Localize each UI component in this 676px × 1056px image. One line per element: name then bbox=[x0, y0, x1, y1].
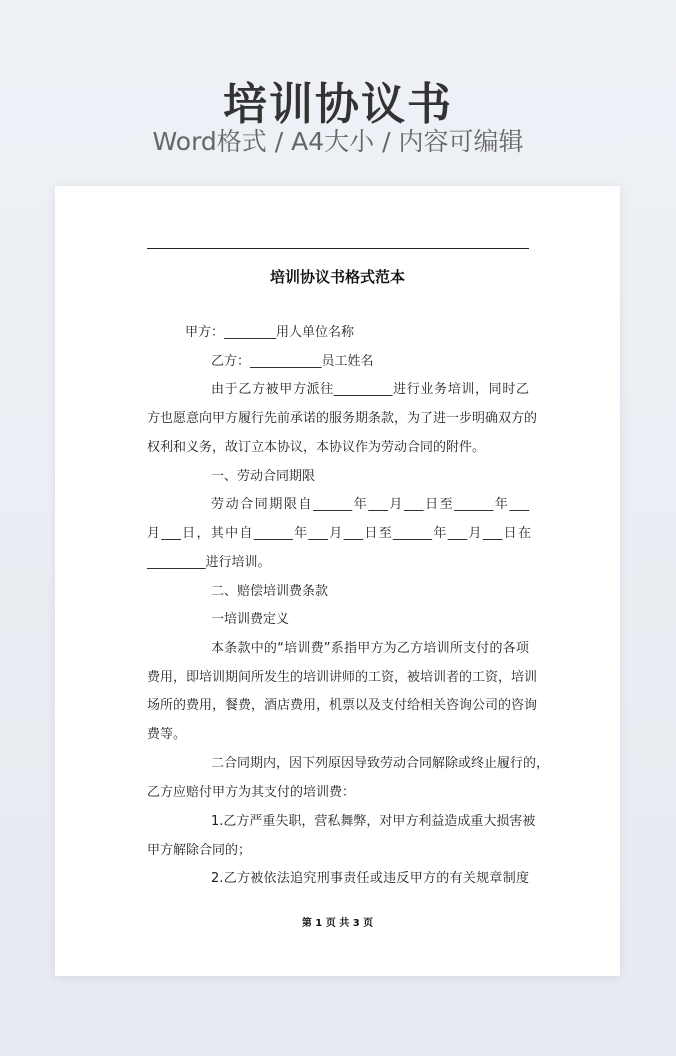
list-item: 1.乙方严重失职，营私舞弊，对甲方利益造成重大损害被 bbox=[211, 814, 536, 829]
banner-title: 培训协议书 bbox=[223, 79, 453, 130]
page-footer: 第 1 页 共 3 页 bbox=[301, 918, 374, 929]
paragraph-line: 费等。 bbox=[147, 727, 187, 742]
paragraph-line: 方也愿意向甲方履行先前承诺的服务期条款，为了进一步明确双方的 bbox=[147, 411, 538, 426]
paragraph-line: 二合同期内，因下列原因导致劳动合同解除或终止履行的， bbox=[211, 756, 550, 771]
paragraph-line: 场所的费用，餐费，酒店费用，机票以及支付给相关咨询公司的咨询 bbox=[147, 698, 538, 713]
subsection-heading: 一培训费定义 bbox=[211, 612, 290, 627]
section-heading: 二、赔偿培训费条款 bbox=[211, 584, 329, 599]
paragraph-line: 由于乙方被甲方派往_________进行业务培训，同时乙 bbox=[211, 382, 529, 397]
paragraph-line: _________进行培训。 bbox=[147, 555, 271, 570]
section-heading: 一、劳动合同期限 bbox=[211, 469, 316, 484]
list-item: 甲方解除合同的； bbox=[147, 843, 252, 858]
paragraph-line: 月___日，其中自______年___月___日至______年___月___日在 bbox=[147, 526, 531, 541]
party-b-line: 乙方：___________员工姓名 bbox=[211, 354, 374, 369]
paragraph-line: 劳动合同期限自______年___月___日至______年___ bbox=[211, 497, 529, 512]
header-rule bbox=[147, 248, 529, 249]
paragraph-line: 乙方应赔付甲方为其支付的培训费： bbox=[147, 785, 356, 800]
list-item: 2.乙方被依法追究刑事责任或违反甲方的有关规章制度 bbox=[211, 871, 529, 886]
banner-subtitle: Word格式 / A4大小 / 内容可编辑 bbox=[152, 127, 524, 156]
paragraph-line: 权利和义务，故订立本协议，本协议作为劳动合同的附件。 bbox=[147, 440, 486, 455]
document-page bbox=[55, 186, 620, 976]
document-title: 培训协议书格式范本 bbox=[269, 268, 405, 286]
party-a-line: 甲方：________用人单位名称 bbox=[185, 325, 355, 340]
paragraph-line: 本条款中的“培训费”系指甲方为乙方培训所支付的各项 bbox=[211, 641, 529, 656]
paragraph-line: 费用，即培训期间所发生的培训讲师的工资，被培训者的工资，培训 bbox=[147, 670, 538, 685]
